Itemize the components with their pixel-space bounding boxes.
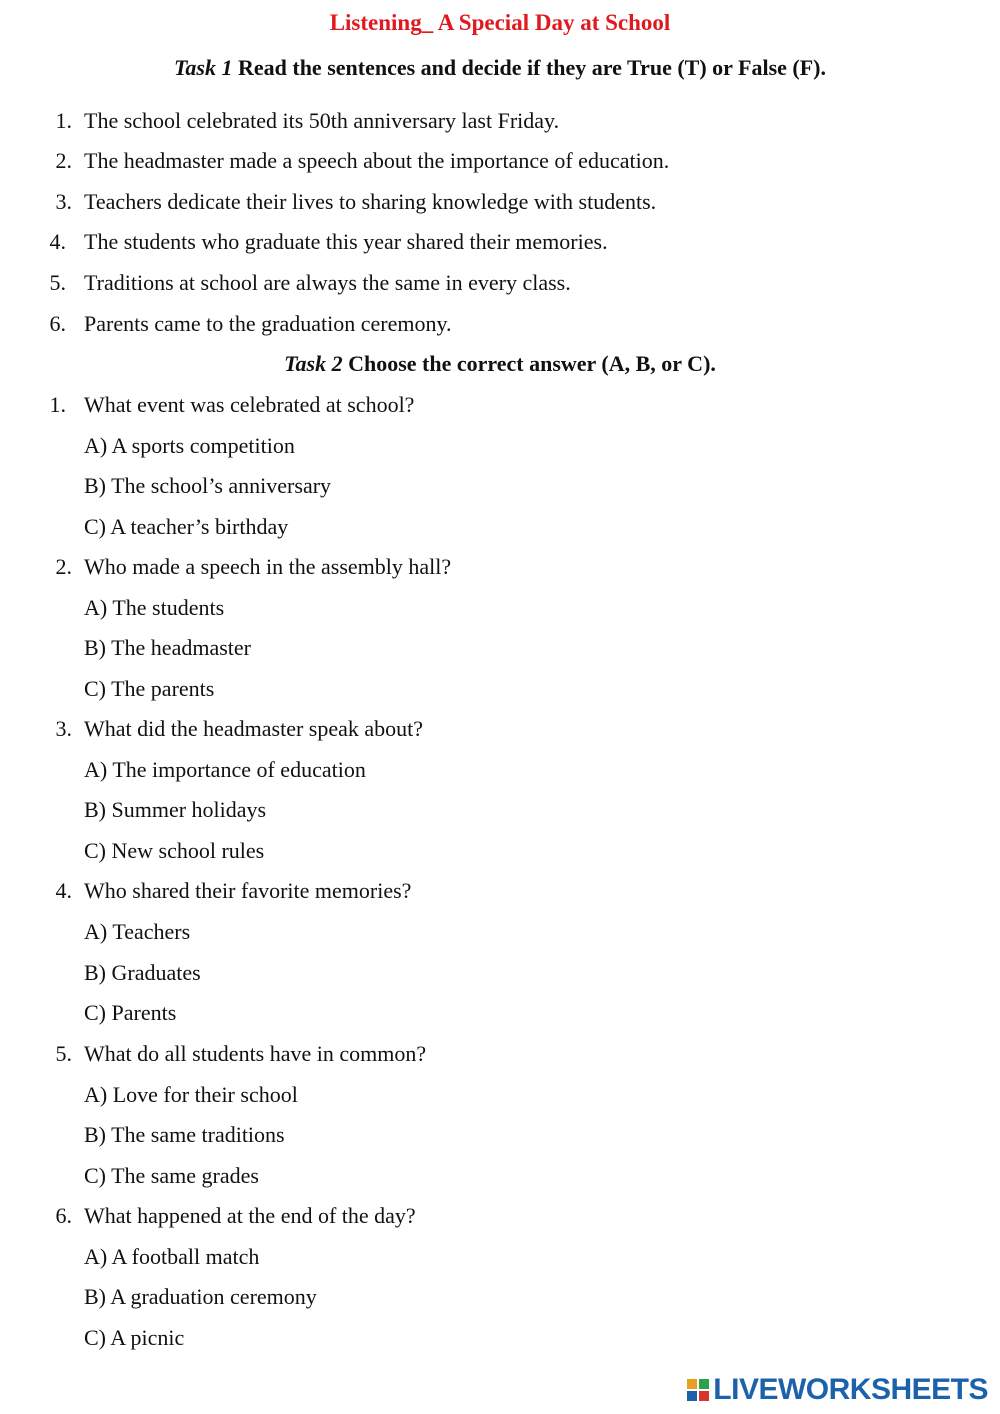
question: [0, 714, 1000, 744]
answer-option[interactable]: [0, 593, 1000, 623]
question: [0, 1039, 1000, 1069]
option-text: A) Teachers: [84, 919, 191, 944]
question-text: Who made a speech in the assembly hall?: [84, 554, 452, 579]
option-text: C) The same grades: [84, 1163, 259, 1188]
answer-option[interactable]: [0, 836, 1000, 866]
answer-option[interactable]: [0, 431, 1000, 461]
option-text: A) A football match: [84, 1244, 260, 1269]
question-text: What happened at the end of the day?: [84, 1203, 416, 1228]
option-text: B) The same traditions: [84, 1122, 285, 1147]
task1-item: [0, 106, 1000, 136]
option-text: C) Parents: [84, 1000, 177, 1025]
question-text: What do all students have in common?: [84, 1041, 427, 1066]
answer-option[interactable]: [0, 1323, 1000, 1353]
task1-instruction: Read the sentences and decide if they are True (T) or False (F).: [237, 55, 826, 80]
option-text: B) The school’s anniversary: [84, 473, 332, 498]
question-number: 1.: [49, 392, 66, 417]
item-number: 5.: [49, 270, 66, 295]
question-number: 4.: [55, 878, 72, 903]
item-text: The school celebrated its 50th anniversary last Friday.: [84, 108, 560, 133]
answer-option[interactable]: [0, 917, 1000, 947]
question-number: 5.: [55, 1041, 72, 1066]
question-text: What event was celebrated at school?: [84, 392, 415, 417]
task1-item: [0, 146, 1000, 176]
item-number: 4.: [49, 229, 66, 254]
task2-instruction: Choose the correct answer (A, B, or C).: [348, 351, 716, 376]
option-text: A) The importance of education: [84, 757, 366, 782]
option-text: A) A sports competition: [84, 433, 295, 458]
logo-text: LIVEWORKSHEETS: [713, 1373, 988, 1406]
item-number: 6.: [49, 311, 66, 336]
task2-heading: [0, 351, 1000, 377]
liveworksheets-logo-icon: [687, 1379, 709, 1401]
option-text: A) The students: [84, 595, 225, 620]
answer-option[interactable]: [0, 1120, 1000, 1150]
question: [0, 552, 1000, 582]
answer-option[interactable]: [0, 755, 1000, 785]
option-text: C) A teacher’s birthday: [84, 514, 289, 539]
option-text: C) The parents: [84, 676, 215, 701]
option-text: B) Graduates: [84, 960, 201, 985]
item-text: Traditions at school are always the same in every class.: [84, 270, 571, 295]
question: [0, 876, 1000, 906]
question-number: 3.: [55, 716, 72, 741]
question-number: 6.: [55, 1203, 72, 1228]
question: [0, 1201, 1000, 1231]
option-text: C) A picnic: [84, 1325, 185, 1350]
answer-option[interactable]: [0, 795, 1000, 825]
page-title: Listening_ A Special Day at School: [329, 10, 671, 35]
option-text: B) A graduation ceremony: [84, 1284, 317, 1309]
item-number: 1.: [55, 108, 72, 133]
item-text: Parents came to the graduation ceremony.: [84, 311, 452, 336]
item-text: The headmaster made a speech about the importance of education.: [84, 148, 670, 173]
question-text: Who shared their favorite memories?: [84, 878, 412, 903]
task1-label: Task 1: [174, 55, 233, 80]
item-text: Teachers dedicate their lives to sharing knowledge with students.: [84, 189, 657, 214]
task2-label: Task 2: [284, 351, 343, 376]
answer-option[interactable]: [0, 1242, 1000, 1272]
task1-heading: [0, 55, 1000, 81]
answer-option[interactable]: [0, 633, 1000, 663]
answer-option[interactable]: [0, 1161, 1000, 1191]
item-text: The students who graduate this year shared their memories.: [84, 229, 608, 254]
question: [0, 390, 1000, 420]
item-number: 3.: [55, 189, 72, 214]
item-number: 2.: [55, 148, 72, 173]
option-text: B) The headmaster: [84, 635, 251, 660]
option-text: C) New school rules: [84, 838, 265, 863]
option-text: A) Love for their school: [84, 1082, 298, 1107]
answer-option[interactable]: [0, 998, 1000, 1028]
option-text: B) Summer holidays: [84, 797, 267, 822]
task1-item: [0, 227, 1000, 257]
task1-item: [0, 268, 1000, 298]
question-number: 2.: [55, 554, 72, 579]
answer-option[interactable]: [0, 958, 1000, 988]
answer-option[interactable]: [0, 471, 1000, 501]
answer-option[interactable]: [0, 1080, 1000, 1110]
answer-option[interactable]: [0, 674, 1000, 704]
liveworksheets-logo: [687, 1372, 988, 1408]
answer-option[interactable]: [0, 1282, 1000, 1312]
answer-option[interactable]: [0, 512, 1000, 542]
task1-item: [0, 187, 1000, 217]
task1-item: [0, 309, 1000, 339]
question-text: What did the headmaster speak about?: [84, 716, 424, 741]
